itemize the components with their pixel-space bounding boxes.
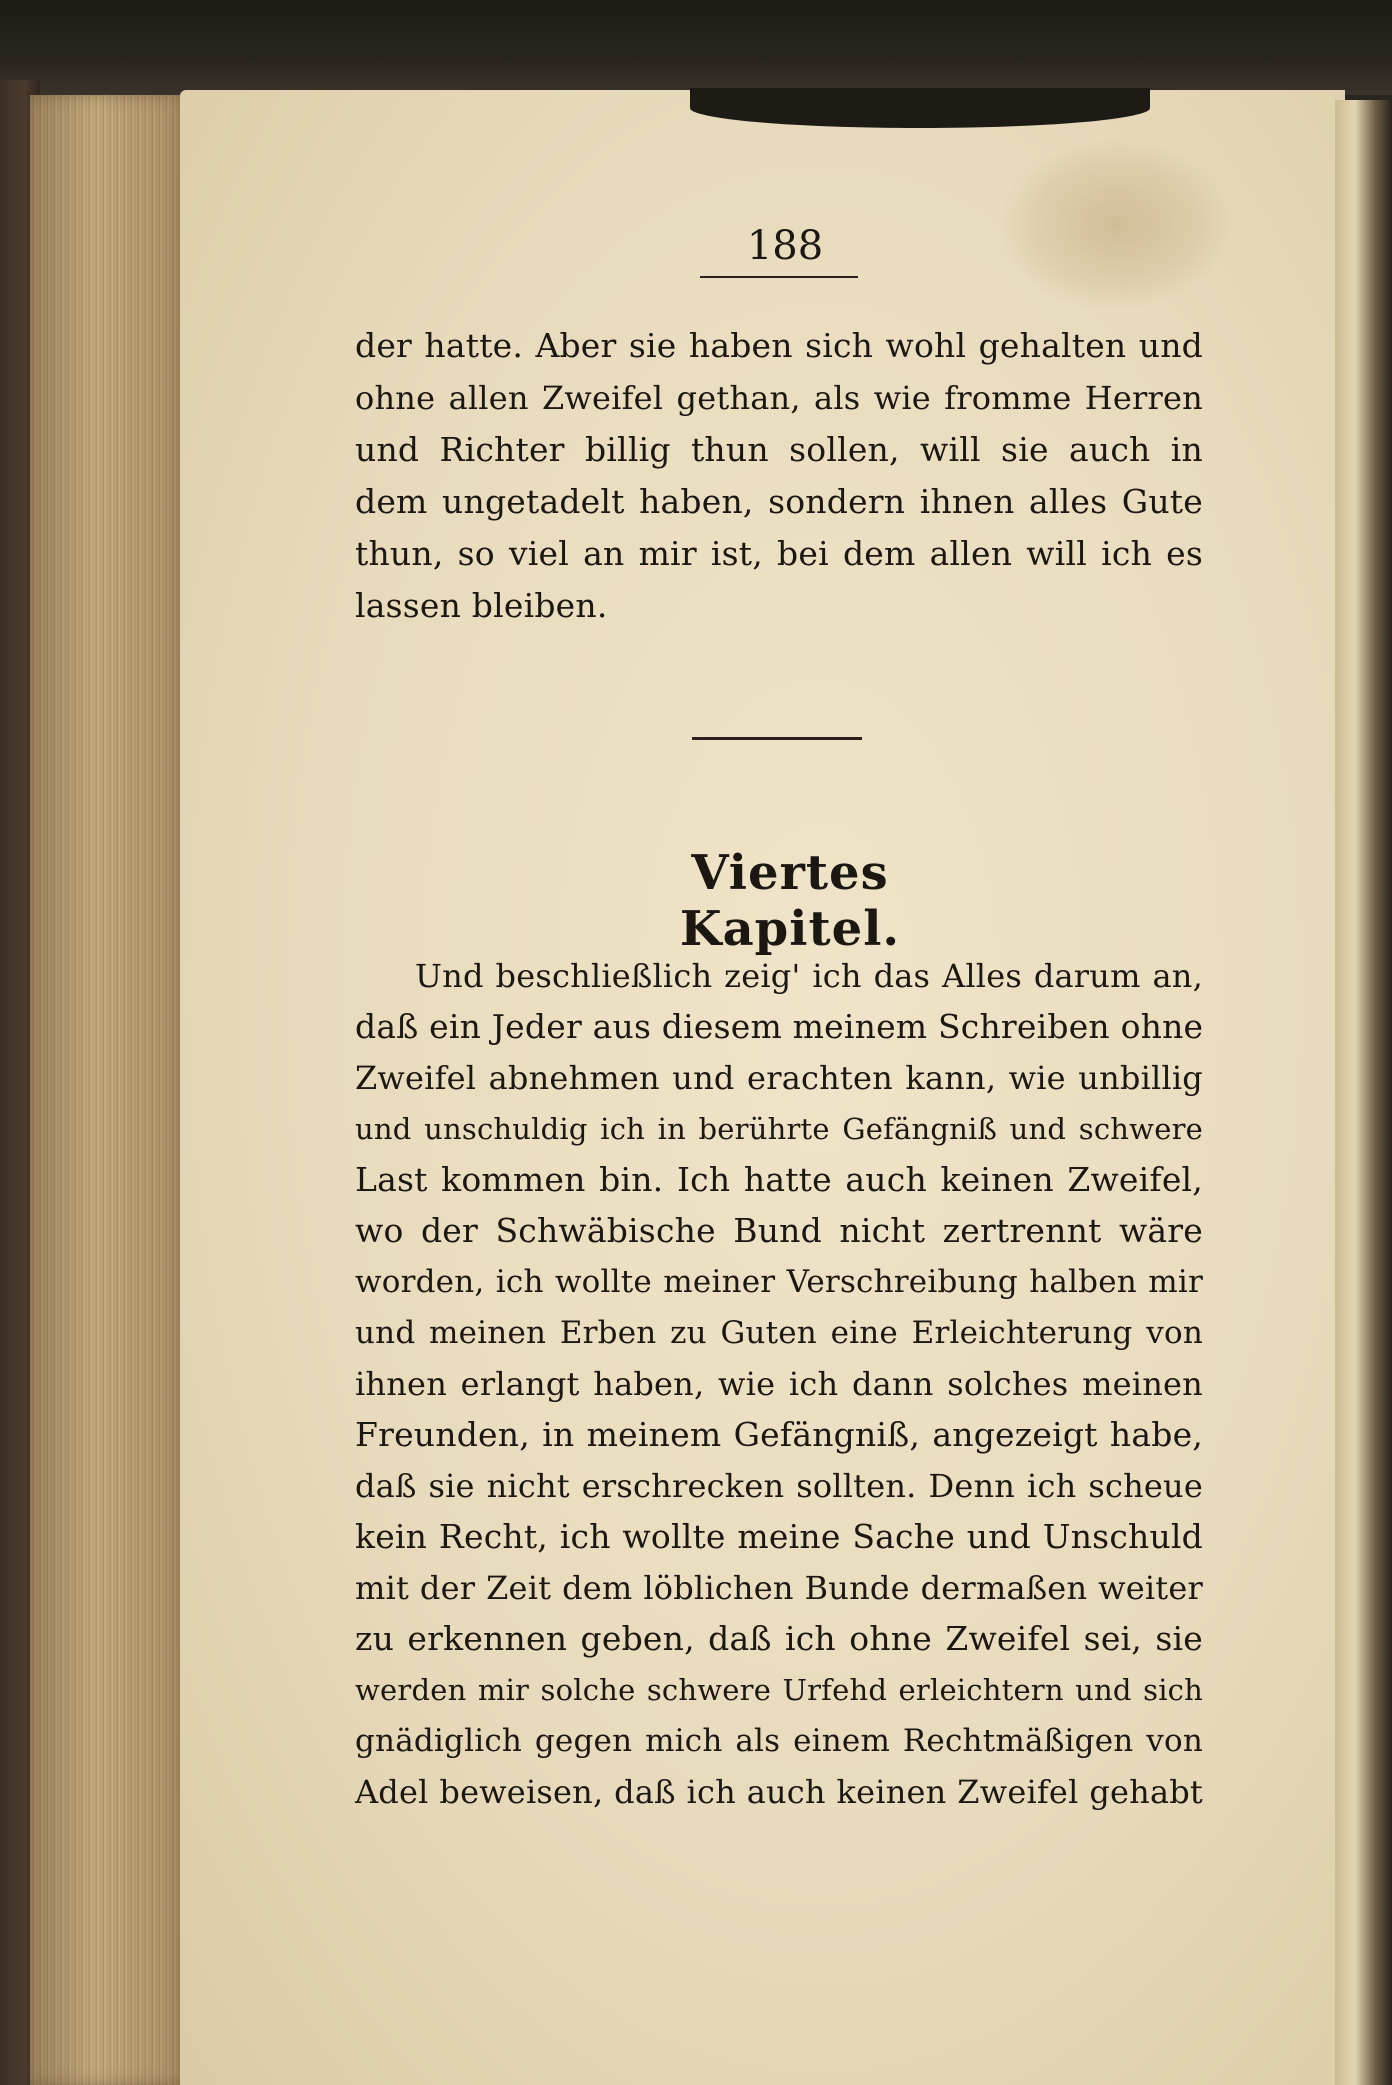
text-line: ihnen erlangt haben, wie ich dann solches meinen xyxy=(355,1365,1203,1403)
text-line: Freunden, in meinem Gefängniß, angezeigt habe, xyxy=(355,1415,1203,1454)
text-line: mit der Zeit dem löblichen Bunde dermaßen weiter xyxy=(355,1569,1203,1607)
foxing-stain xyxy=(1000,140,1230,310)
chapter-heading: Viertes Kapitel. xyxy=(679,845,901,957)
page-number: 188 xyxy=(746,223,824,269)
text-line: worden, ich wollte meiner Verschreibung halben mir xyxy=(355,1264,1203,1300)
text-line: kein Recht, ich wollte meine Sache und Unschuld xyxy=(355,1517,1203,1556)
text-line: lassen bleiben. xyxy=(355,586,608,625)
text-line: Last kommen bin. Ich hatte auch keinen Zweifel, xyxy=(355,1160,1203,1199)
text-line: und Richter billig thun sollen, will sie auch in xyxy=(355,430,1203,469)
text-line: daß ein Jeder aus diesem meinem Schreiben ohne xyxy=(355,1007,1204,1046)
text-line: ohne allen Zweifel gethan, als wie fromme Herren xyxy=(355,379,1203,417)
text-line: der hatte. Aber sie haben sich wohl gehalten und xyxy=(355,326,1203,365)
text-line: und unschuldig ich in berührte Gefängniß und schwere xyxy=(355,1112,1203,1146)
text-line: wo der Schwäbische Bund nicht zertrennt wäre xyxy=(355,1211,1203,1250)
text-line: Zweifel abnehmen und erachten kann, wie unbillig xyxy=(355,1059,1203,1097)
text-line: dem ungetadelt haben, sondern ihnen alles Gute xyxy=(355,482,1203,521)
page-edges-shade xyxy=(30,95,190,2085)
book-cover-top xyxy=(0,0,1392,95)
text-line: Und beschließlich zeig' ich das Alles darum an, xyxy=(415,957,1203,995)
text-line: daß sie nicht erschrecken sollten. Denn ich scheue xyxy=(355,1467,1203,1505)
text-line: Adel beweisen, daß ich auch keinen Zweifel gehabt xyxy=(355,1773,1203,1811)
section-divider xyxy=(692,737,862,740)
text-line: und meinen Erben zu Guten eine Erleichterung von xyxy=(355,1315,1203,1351)
text-line: thun, so viel an mir ist, bei dem allen will ich es xyxy=(355,534,1203,573)
text-line: gnädiglich gegen mich als einem Rechtmäßigen von xyxy=(355,1723,1203,1759)
text-line: zu erkennen geben, daß ich ohne Zweifel sei, sie xyxy=(355,1619,1203,1658)
text-line: werden mir solche schwere Urfehd erleichtern und sich xyxy=(355,1673,1203,1707)
page-right-edge xyxy=(1335,100,1392,2085)
cover-shadow xyxy=(690,88,1150,128)
page-number-rule xyxy=(700,276,858,278)
